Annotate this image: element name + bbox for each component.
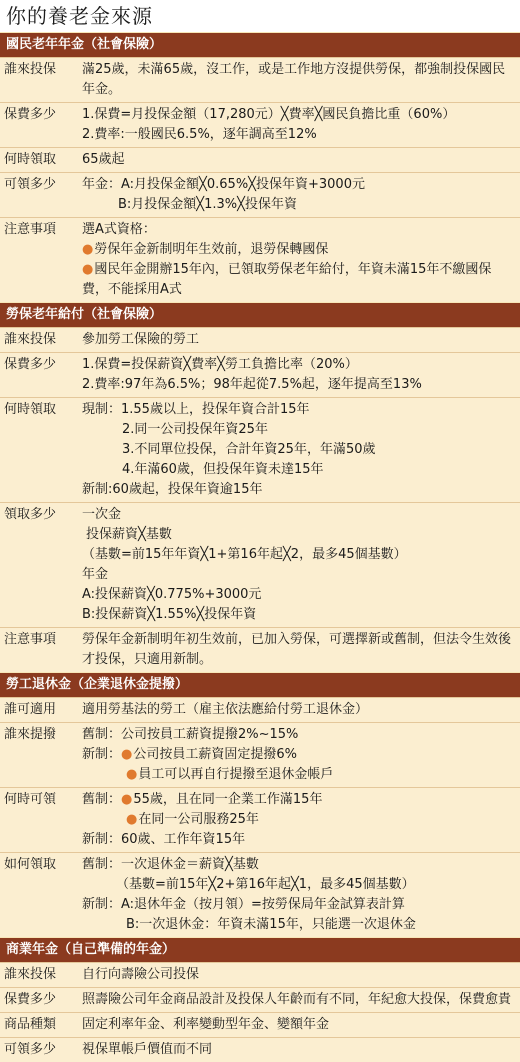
row-content [80, 788, 520, 852]
content-line: 65歲起 [82, 152, 125, 167]
row-content [80, 353, 520, 397]
content-line: 照壽險公司年金商品設計及投保人年齡而有不同，年紀愈大投保，保費愈貴 [82, 992, 512, 1007]
table-row [0, 627, 520, 672]
content-line: 選A式資格： [82, 222, 156, 237]
bullet-item: ● 員工可以再自行提撥至退休金帳戶 [82, 765, 514, 785]
row-label: 何時領取 [4, 402, 57, 417]
table-row [0, 787, 520, 852]
row-content [80, 173, 520, 217]
content-line: 年金：A:月投保金額╳0.65%╳投保年資+3000元 [82, 177, 365, 192]
content-line: 適用勞基法的勞工（雇主依法應給付勞工退休金） [82, 702, 369, 717]
row-content [80, 58, 520, 102]
content-line: 新制：60歲、工作年資15年 [82, 832, 246, 847]
content-line [82, 790, 514, 810]
row-content [80, 103, 520, 147]
table-row [0, 217, 520, 302]
row-label: 誰來投保 [4, 62, 57, 77]
table-row [0, 147, 520, 172]
content-line: 新制：A:退休年金（按月領）=按勞保局年金試算表計算 [82, 897, 405, 912]
content-line: （基數=前15年╳2+第16年起╳1，最多45個基數） [116, 877, 415, 892]
content-line: 投保薪資╳基數 [86, 527, 172, 542]
content-line: 4.年滿60歲，但投保年資未達15年 [122, 462, 324, 477]
table-row [0, 852, 520, 937]
row-label: 注意事項 [4, 632, 57, 647]
content-line: B:月投保金額╳1.3%╳投保年資 [118, 197, 297, 212]
section-header-commercial-annuity: 商業年金（自己準備的年金） [0, 937, 520, 962]
content-line: 參加勞工保險的勞工 [82, 332, 200, 347]
row-label: 注意事項 [4, 222, 57, 237]
row-label: 領取多少 [4, 507, 57, 522]
table-row [0, 327, 520, 352]
row-content [80, 963, 520, 987]
row-content [80, 503, 520, 627]
content-line: 3.不同單位投保，合計年資25年，年滿50歲 [122, 442, 376, 457]
row-content [80, 398, 520, 502]
content-line: 舊制：公司按員工薪資提撥2%~15% [82, 727, 299, 742]
row-content [80, 853, 520, 937]
table-row [0, 172, 520, 217]
content-line: 滿25歲，未滿65歲，沒工作，或是工作地方沒提供勞保，都強制投保國民年金。 [82, 62, 506, 97]
row-content [80, 1013, 520, 1037]
content-line: 2.同一公司投保年資25年 [122, 422, 268, 437]
row-content [80, 988, 520, 1012]
bullet-item: ● 公司按員工薪資固定提撥6% [121, 747, 297, 762]
row-label: 誰來投保 [4, 967, 57, 982]
row-label: 誰來投保 [4, 332, 57, 347]
bullet-item: ● 55歲，且在同一企業工作滿15年 [121, 792, 322, 807]
content-line-prefix: 舊制： [82, 792, 122, 807]
row-label: 如何領取 [4, 857, 57, 872]
row-content [80, 698, 520, 722]
content-line-prefix: 新制： [82, 747, 122, 762]
content-line: A:投保薪資╳0.775%+3000元 [82, 587, 262, 602]
content-line: 舊制：一次退休金＝薪資╳基數 [82, 857, 259, 872]
table-row [0, 1012, 520, 1037]
row-label: 保費多少 [4, 357, 57, 372]
bullet-item: ● 勞保年金新制明年生效前，退勞保轉國保 [82, 240, 514, 260]
section-header-labor-insurance: 勞保老年給付（社會保險） [0, 302, 520, 327]
table-row [0, 697, 520, 722]
row-content [80, 723, 520, 787]
row-label: 何時可領 [4, 792, 57, 807]
content-line [82, 745, 514, 765]
row-label: 可領多少 [4, 1042, 57, 1057]
content-line: 1.保費=投保薪資╳費率╳勞工負擔比率（20%） [82, 357, 358, 372]
content-line: 固定利率年金、利率變動型年金、變額年金 [82, 1017, 330, 1032]
row-content [80, 148, 520, 172]
bullet-item: ● 在同一公司服務25年 [82, 810, 514, 830]
page-title: 你的養老金來源 [0, 0, 520, 32]
table-row [0, 962, 520, 987]
content-line: 視保單帳戶價值而不同 [82, 1042, 213, 1057]
content-line: 2.費率:97年為6.5%；98年起從7.5%起，逐年提高至13% [82, 377, 422, 392]
content-line: 年金 [82, 567, 109, 582]
table-row [0, 502, 520, 627]
row-label: 誰可適用 [4, 702, 57, 717]
row-label: 保費多少 [4, 992, 57, 1007]
content-line: 現制：1.55歲以上，投保年資合計15年 [82, 402, 310, 417]
content-line: 新制:60歲起，投保年資逾15年 [82, 482, 263, 497]
row-label: 保費多少 [4, 107, 57, 122]
section-header-national-pension: 國民老年年金（社會保險） [0, 32, 520, 57]
table-row [0, 397, 520, 502]
table-row [0, 57, 520, 102]
content-line: B:投保薪資╳1.55%╳投保年資 [82, 607, 257, 622]
content-line: 一次金 [82, 507, 122, 522]
table-row [0, 722, 520, 787]
row-label: 商品種類 [4, 1017, 57, 1032]
content-line: 勞保年金新制明年初生效前，已加入勞保，可選擇新或舊制，但法令生效後才投保，只適用新制。 [82, 632, 512, 667]
content-line: 2.費率:一般國民6.5%，逐年調高至12% [82, 127, 317, 142]
content-line: （基數=前15年年資╳1+第16年起╳2，最多45個基數） [82, 547, 407, 562]
table-row [0, 987, 520, 1012]
row-content [80, 218, 520, 302]
table-row [0, 352, 520, 397]
content-line: 自行向壽險公司投保 [82, 967, 200, 982]
table-row [0, 102, 520, 147]
row-label: 可領多少 [4, 177, 57, 192]
bullet-item: ● 國民年金開辦15年內，已領取勞保老年給付，年資未滿15年不繳國保費，不能採用A式 [82, 260, 514, 300]
section-header-labor-pension: 勞工退休金（企業退休金提撥） [0, 672, 520, 697]
row-label: 誰來提撥 [4, 727, 57, 742]
row-content [80, 1038, 520, 1062]
row-content [80, 328, 520, 352]
content-line: 1.保費=月投保金額（17,280元）╳費率╳國民負擔比重（60%） [82, 107, 456, 122]
row-label: 何時領取 [4, 152, 57, 167]
row-content [80, 628, 520, 672]
content-line: B:一次退休金：年資未滿15年，只能選一次退休金 [126, 917, 416, 932]
